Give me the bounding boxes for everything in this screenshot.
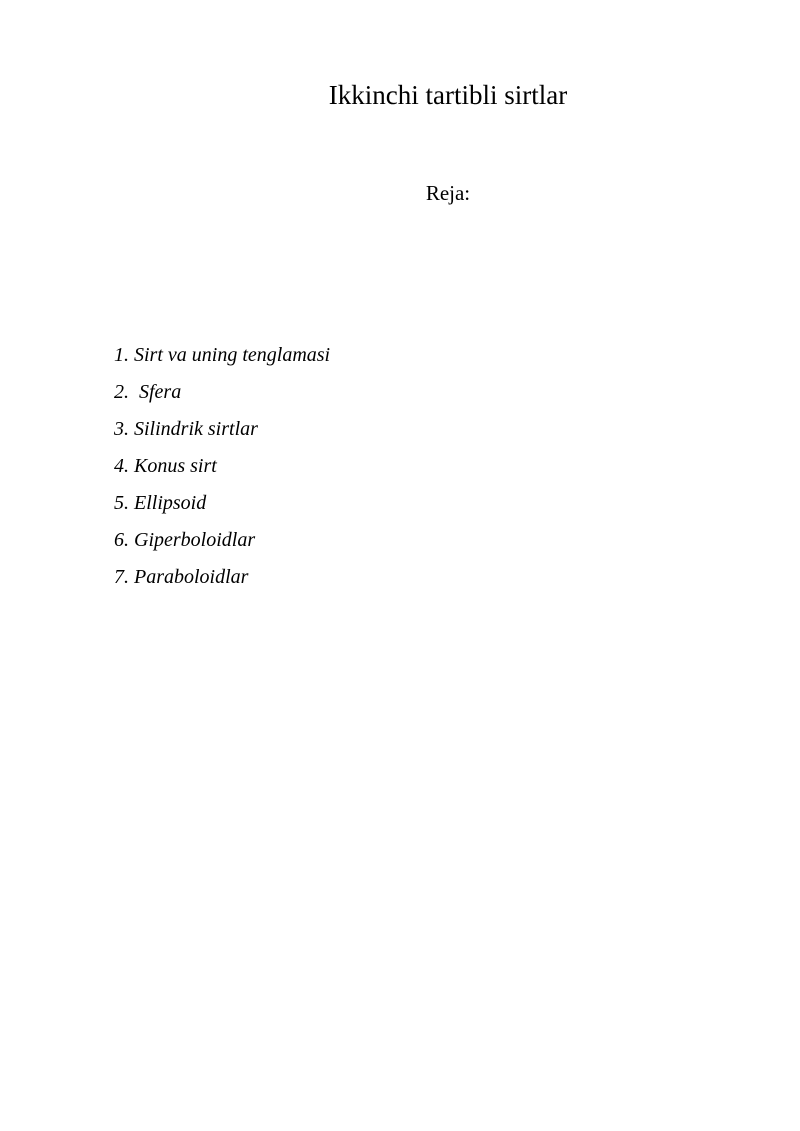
plan-item: 7. Paraboloidlar: [114, 566, 249, 588]
plan-item: 1. Sirt va uning tenglamasi: [114, 344, 331, 366]
plan-item: 5. Ellipsoid: [114, 492, 207, 514]
plan-item: 4. Konus sirt: [114, 455, 217, 477]
plan-heading: Reja:: [425, 181, 471, 205]
plan-item: 6. Giperboloidlar: [114, 529, 256, 551]
plan-item: 2. Sfera: [114, 381, 182, 403]
plan-list: [114, 341, 330, 600]
plan-item: 3. Silindrik sirtlar: [114, 418, 258, 440]
document-title: Ikkinchi tartibli sirtlar: [328, 80, 568, 110]
